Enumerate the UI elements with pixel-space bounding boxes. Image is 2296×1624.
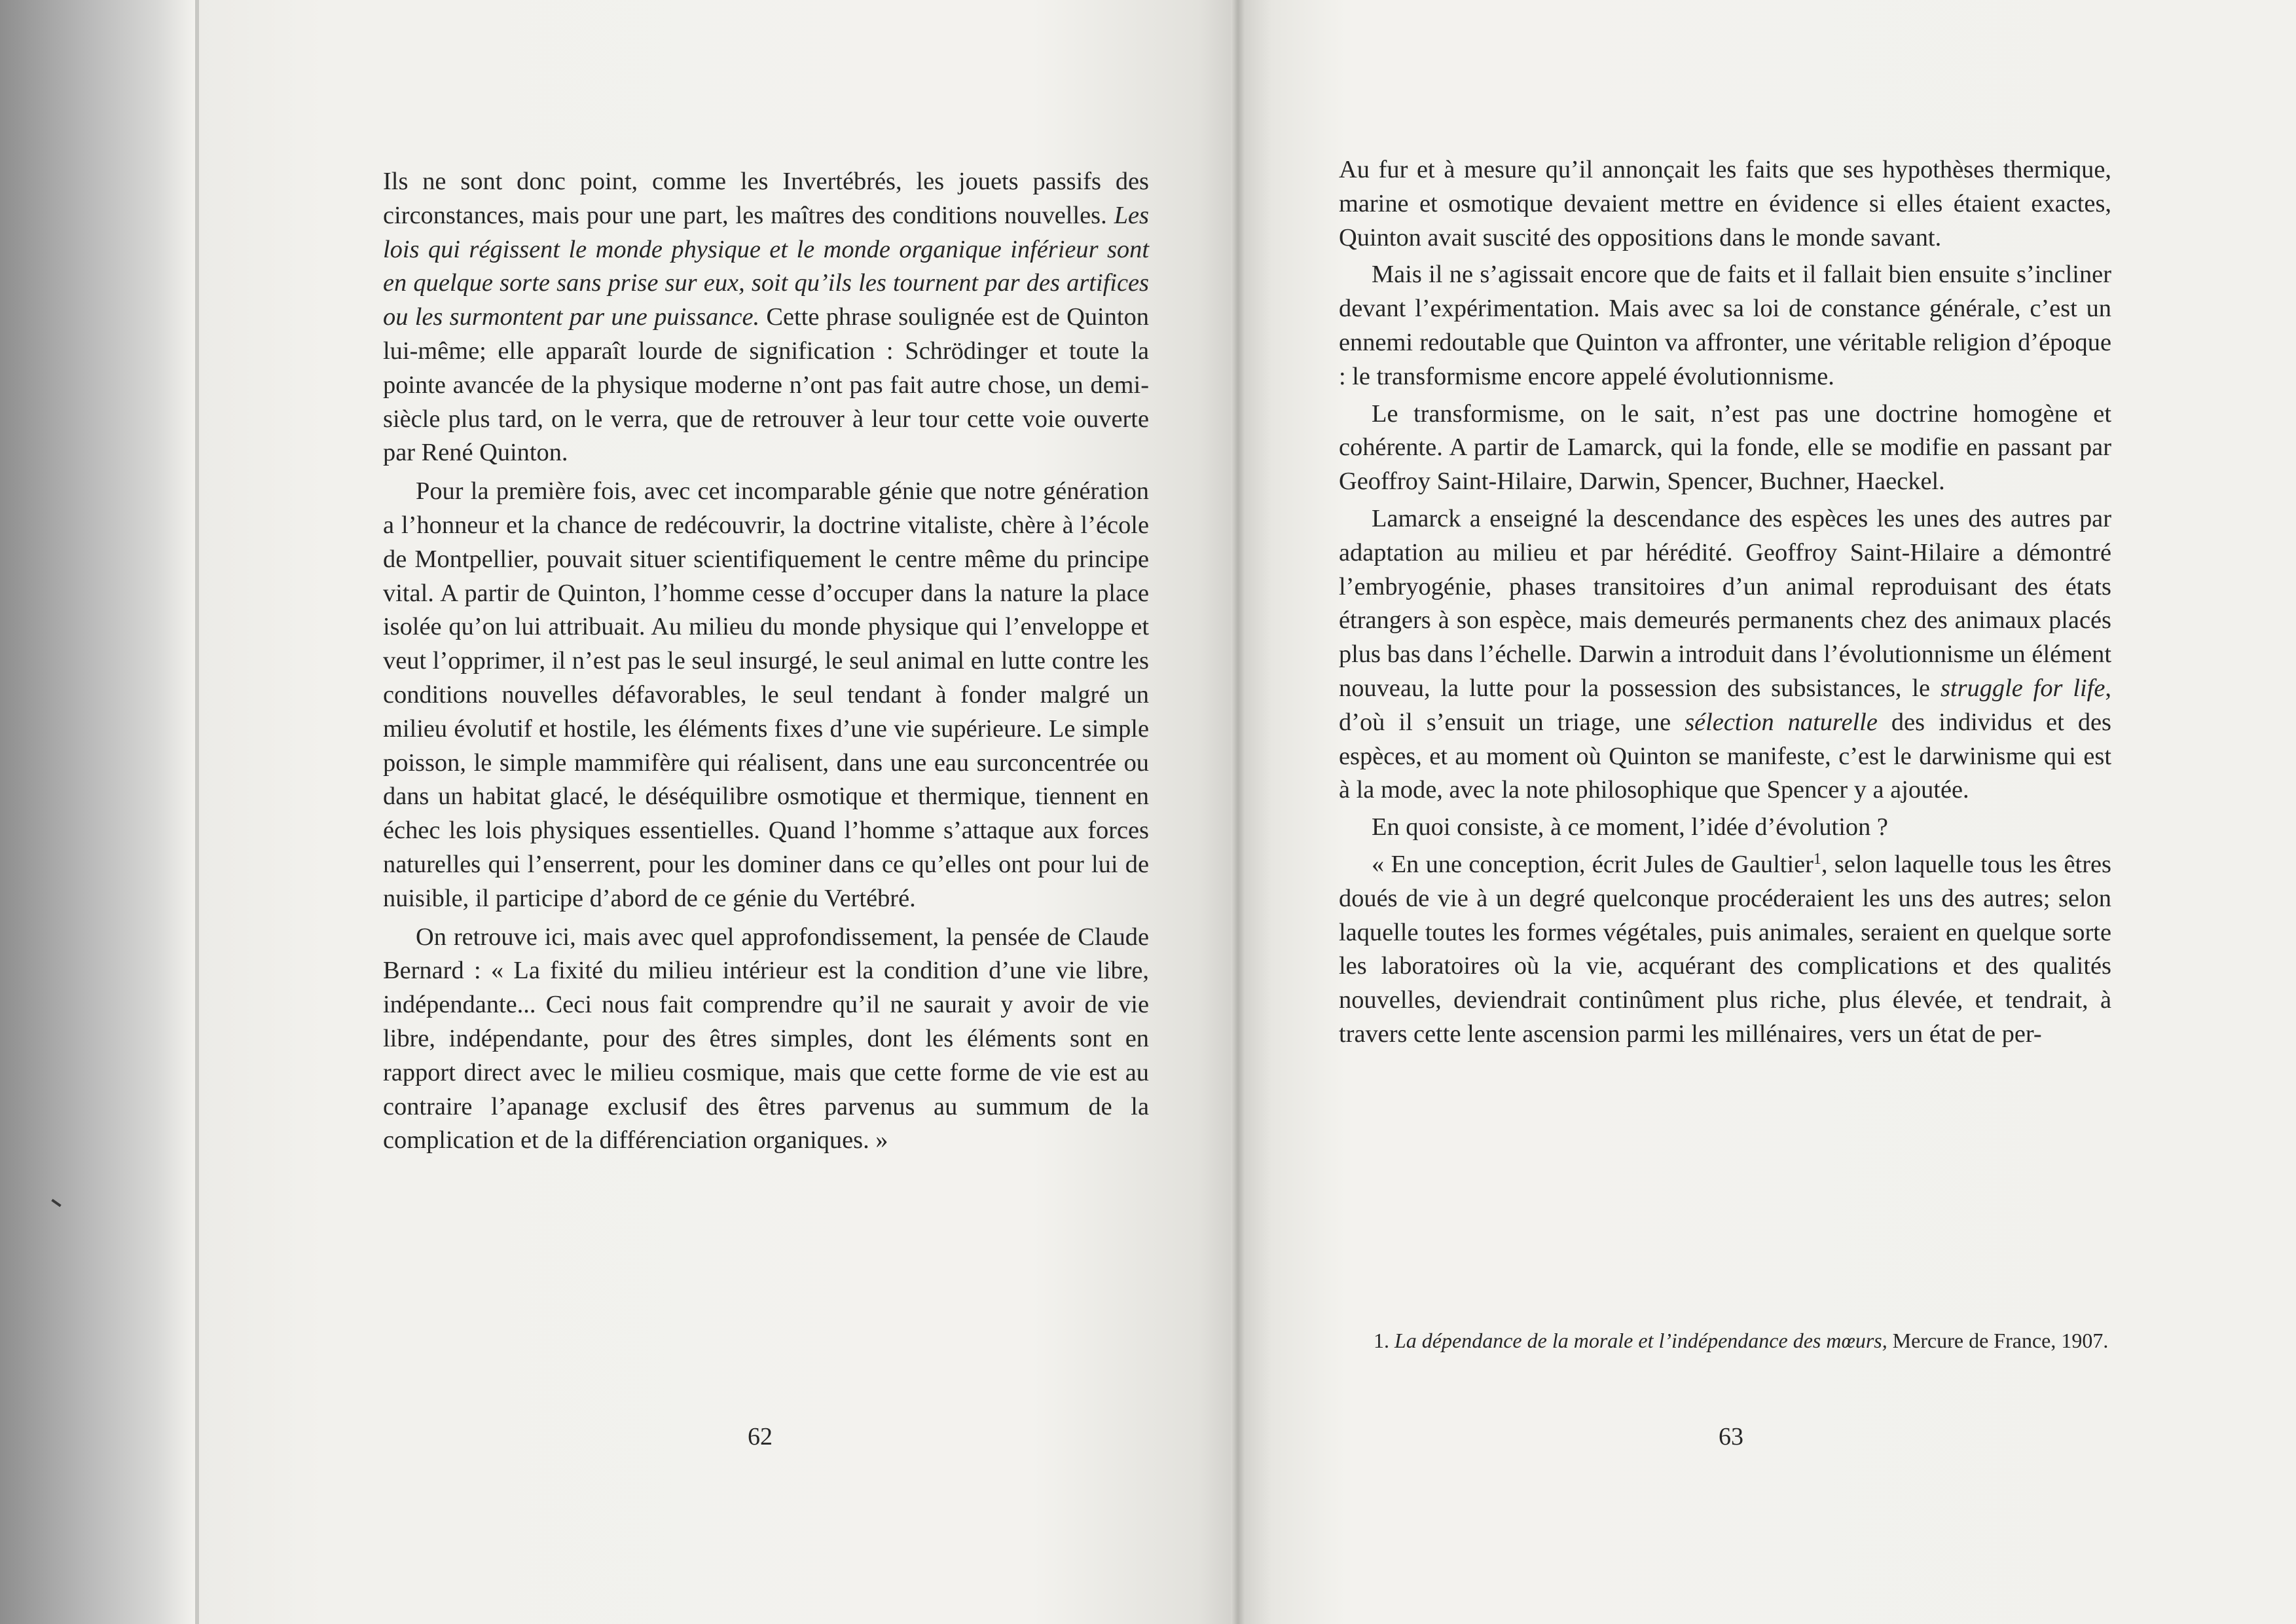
paragraph: « En une conception, écrit Jules de Gaultier$^1$, selon laquelle tous les êtres doués de vie à un degré quelconque procéderaient les uns des autres; selon laquelle toutes les formes végétales, puis animales, seraient en quelque sorte les laboratoires où la vie, acquérant des complications et des qualités nouvelles, deviendrait continûment plus riche, plus élevée, et tendrait, à travers cette lente ascension parmi les millénaires, vers un état de per- — [1339, 850, 2111, 1048]
footnote-marker: 1. — [1374, 1329, 1389, 1352]
right-page-text — [1339, 153, 2111, 1052]
paragraph: Ils ne sont donc point, comme les Invertébrés, les jouets passifs des circonstances, mais pour une part, les maîtres des conditions nouvelles. Les lois qui régissent le monde physique et le monde organique inférieur sont en quelque sorte sans prise sur eux, soit qu’ils les tournent par des artifices ou les surmontent par une puissance. Cette phrase soulignée est de Quinton lui-même; elle apparaît lourde de signification : Schrödinger et toute la pointe avancée de la physique moderne n’ont pas fait autre chose, un demi-siècle plus tard, on le verra, que de retrouver à leur tour cette voie ouverte par René Quinton. — [383, 168, 1149, 467]
paragraph: En quoi consiste, à ce moment, l’idée d’évolution ? — [1372, 813, 1888, 841]
left-page-text — [383, 165, 1149, 1158]
footnote-title: La dépendance de la morale et l’indépendance des mœurs, — [1394, 1329, 1887, 1352]
paragraph: Pour la première fois, avec cet incomparable génie que notre génération a l’honneur et la chance de redécouvrir, la doctrine vitaliste, chère à l’école de Montpellier, pouvait situer scientifiquement le centre même du principe vital. A partir de Quinton, l’homme cesse d’occuper dans la nature la place isolée qu’on lui attribuait. Au milieu du monde physique qui l’enveloppe et veut l’opprimer, il n’est pas le seul insurgé, le seul animal en lutte contre les conditions nouvelles défavorables, le seul tendant à fonder malgré un milieu évolutif et hostile, les éléments fixes d’une vie supérieure. Le simple poisson, le simple mammifère qui réalisent, dans une eau surconcentrée ou dans un habitat glacé, le déséquilibre osmotique et thermique, tiennent en échec les lois physiques essentielles. Quand l’homme s’attaque aux forces naturelles qui l’enserrent, pour les dominer dans ce qu’elles ont pour lui de nuisible, il participe d’abord de ce génie du Vertébré. — [383, 477, 1149, 912]
paragraph: Lamarck a enseigné la descendance des espèces les unes des autres par adaptation au milieu et par hérédité. Geoffroy Saint-Hilaire a démontré l’embryogénie, phases transitoires d’un animal reproduisant des états étrangers à son espèce, mais demeurés permanents chez des animaux placés plus bas dans l’échelle. Darwin a introduit dans l’évolutionnisme un élément nouveau, la lutte pour la possession des subsistances, le struggle for life, d’où il s’ensuit un triage, une sélection naturelle des individus et des espèces, et au moment où Quinton se manifeste, c’est le darwinisme qui est à la mode, avec la note philosophique que Spencer y a ajoutée. — [1339, 504, 2111, 804]
footnote-reference: 1 — [1813, 850, 1821, 868]
footnote — [1341, 1327, 2113, 1355]
paragraph: Le transformisme, on le sait, n’est pas une doctrine homogène et cohérente. A partir de Lamarck, qui la fonde, elle se modifie en passant par Geoffroy Saint-Hilaire, Darwin, Spencer, Buchner, Haeckel. — [1339, 399, 2111, 496]
page-number-right: 63 — [1719, 1423, 1743, 1450]
quinton-quote: Les lois qui régissent le monde physique et le monde organique inférieur sont en quelque sorte sans prise sur eux, soit qu’ils les tournent par des artifices ou les surmontent par une puissance. — [383, 201, 1149, 331]
paragraph: Au fur et à mesure qu’il annonçait les faits que ses hypothèses thermique, marine et osmotique devaient mettre en évidence si elles étaient exactes, Quinton avait suscité des oppositions dans le monde savant. — [1339, 156, 2111, 251]
paragraph: Mais il ne s’agissait encore que de faits et il fallait bien ensuite s’incliner devant l’expérimentation. Mais avec sa loi de constance générale, c’est un ennemi redoutable que Quinton va affronter, une véritable religion d’époque : le transformisme encore appelé évolutionnisme. — [1339, 261, 2111, 390]
page-number-left: 62 — [748, 1423, 773, 1450]
book-gutter — [1231, 0, 1245, 1624]
struggle-for-life-term: struggle for life — [1940, 674, 2105, 702]
footnote-publisher: Mercure de France, 1907. — [1892, 1329, 2109, 1352]
selection-naturelle-term: sélection naturelle — [1685, 708, 1878, 736]
scanner-edge-shadow — [0, 0, 196, 1624]
paragraph: On retrouve ici, mais avec quel approfondissement, la pensée de Claude Bernard : « La fixité du milieu intérieur est la condition d’une vie libre, indépendante... Ceci nous fait comprendre qu’il ne saurait y avoir de vie libre, indépendante, pour des êtres simples, dont les éléments sont en rapport direct avec le milieu cosmique, mais que cette forme de vie est au contraire l’apanage exclusif des êtres parvenus au summum de la complication et de la différenciation organiques. » — [383, 923, 1149, 1154]
